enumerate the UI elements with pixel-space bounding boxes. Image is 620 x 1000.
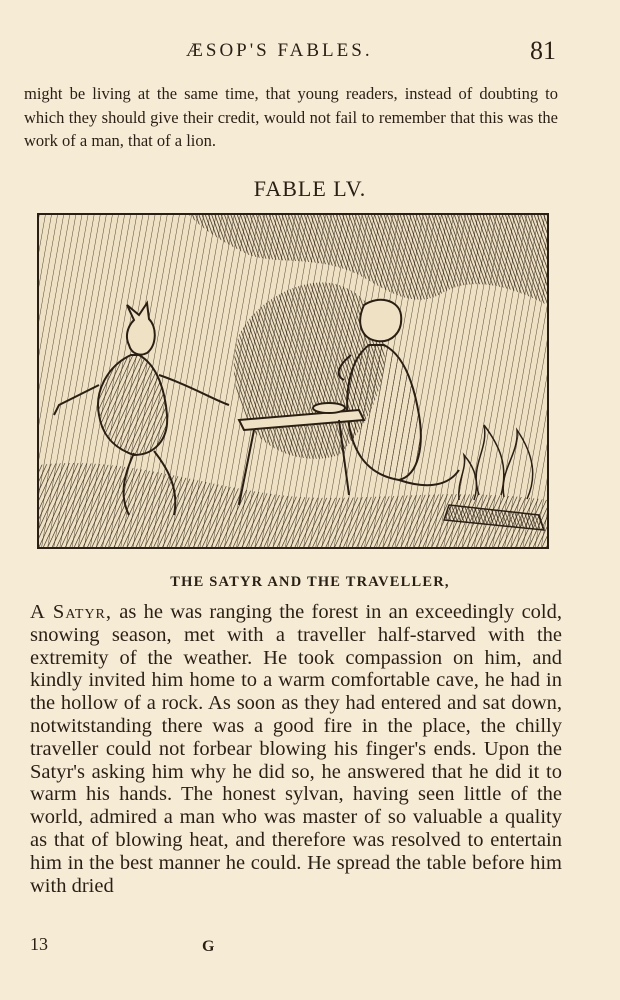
signature-number: 13 [30,934,48,954]
lead-word: A Satyr, [30,601,113,623]
fable-body-text: as he was ranging the forest in an exceedingly cold, snowing season, met with a traveller half-starved with the extremity of the weather. He took compassion on him, and kindly invited him home to a warm comfortable cave, he had in the hollow of a rock. As soon as they had entered and sat down, notwitstanding there was a good fire in the place, the chilly traveller could not forbear blowing his finger's ends. Upon the Satyr's asking him why he did so, he answered that he did it to warm his hands. The honest sylvan, having seen little of the world, admired a man who was master of so valuable a quality as that of blowing heat, and therefore was resolved to entertain him in the best manner he could. He spread the table before him with dried [30,601,562,897]
page-number: 81 [530,36,556,65]
signature-letter: G [202,938,215,955]
fable-body [30,601,562,897]
intro-paragraph: might be living at the same time, that young readers, instead of doubting to which they should give their credit, would not fail to remember that this was the work of a man, that of a lion. [24,84,558,150]
fable-subtitle: THE SATYR AND THE TRAVELLER, [170,574,450,590]
page-header [26,36,556,66]
fable-illustration [37,213,549,549]
page-footer [30,934,330,960]
running-title: ÆSOP'S FABLES. [186,40,373,61]
fable-title: FABLE LV. [253,176,367,201]
